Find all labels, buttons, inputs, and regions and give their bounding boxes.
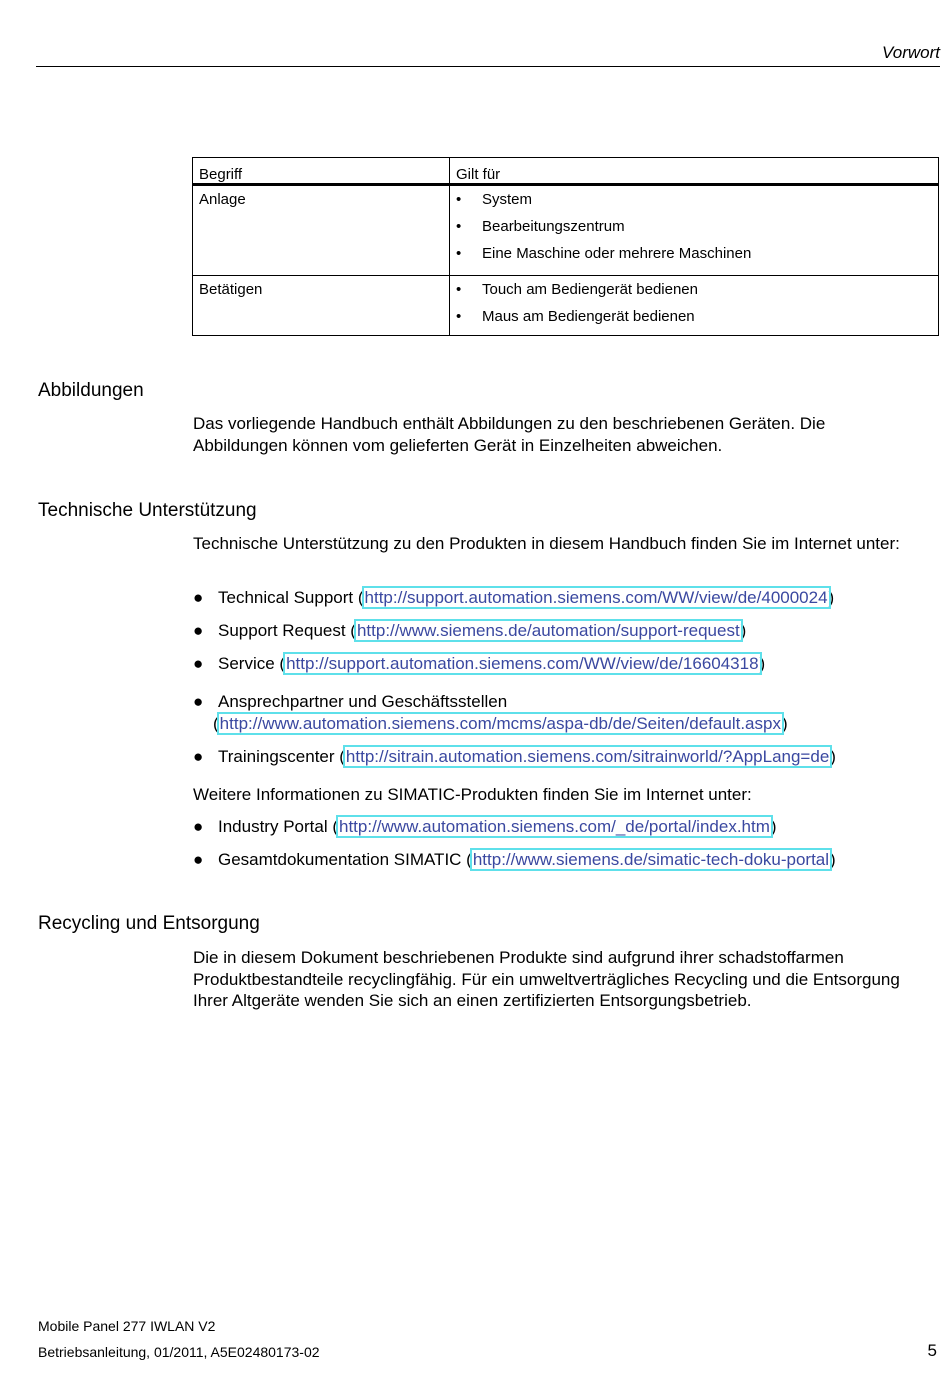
abbildungen-text: Das vorliegende Handbuch enthält Abbildungen zu den beschriebenen Geräten. Die Abbildungen können vom gelieferten Gerät in Einzelheiten abweichen. xyxy=(193,414,826,455)
service-link[interactable]: http://support.automation.siemens.com/WW/view/de/16604318 xyxy=(286,654,759,673)
footer-product: Mobile Panel 277 IWLAN V2 xyxy=(38,1318,216,1334)
header-rule xyxy=(36,66,940,67)
technical-support-link[interactable]: http://support.automation.siemens.com/WW/view/de/4000024 xyxy=(364,588,828,607)
bullet-icon: ● xyxy=(193,621,204,640)
list-item: • Eine Maschine oder mehrere Maschinen xyxy=(450,240,938,267)
support-request-link[interactable]: http://www.siemens.de/automation/support-request xyxy=(356,621,740,640)
table-row xyxy=(193,185,939,276)
list-item: • Maus am Bediengerät bedienen xyxy=(450,303,938,330)
table-header-row xyxy=(193,158,939,185)
page-number: 5 xyxy=(927,1341,937,1360)
list-item: • System xyxy=(450,186,938,213)
list-item: ● Trainingscenter (http://sitrain.automation.siemens.com/sitrainworld/?AppLang=de) xyxy=(193,747,836,766)
bullet-icon: ● xyxy=(193,588,204,607)
term-cell: Betätigen xyxy=(193,276,450,336)
bullet-icon: ● xyxy=(193,654,204,673)
more-link-list xyxy=(193,816,836,871)
list-item: ● Technical Support (http://support.automation.siemens.com/WW/view/de/4000024) xyxy=(193,588,835,607)
bullet-icon: ● xyxy=(193,850,204,869)
table-row xyxy=(193,276,939,336)
footer-document: Betriebsanleitung, 01/2011, A5E02480173-02 xyxy=(38,1344,320,1360)
bullet-icon: ● xyxy=(193,817,204,836)
bullet-icon: ● xyxy=(193,747,204,766)
column-header-term: Begriff xyxy=(193,158,450,185)
column-header-applies: Gilt für xyxy=(450,158,939,185)
list-item: ● Industry Portal (http://www.automation.siemens.com/_de/portal/index.htm) xyxy=(193,817,777,836)
trainingscenter-link[interactable]: http://sitrain.automation.siemens.com/sitrainworld/?AppLang=de xyxy=(345,747,830,766)
list-item: • Touch am Bediengerät bedienen xyxy=(450,276,938,303)
heading-recycling: Recycling und Entsorgung xyxy=(38,913,260,934)
list-item: • Bearbeitungszentrum xyxy=(450,213,938,240)
applies-cell xyxy=(450,276,939,336)
recycling-text: Die in diesem Dokument beschriebenen Produkte sind aufgrund ihrer schadstoffarmen Produktbestandteile recyclingfähig. Für ein umweltverträgliches Recycling und die Entsorgung Ihrer Altgeräte wenden Sie sich an einen zertifizierten Entsorgungsbetrieb. xyxy=(193,948,900,1010)
industry-portal-link[interactable]: http://www.automation.siemens.com/_de/portal/index.htm xyxy=(339,817,770,836)
documentation-link[interactable]: http://www.siemens.de/simatic-tech-doku-portal xyxy=(472,850,830,869)
list-item: ● Ansprechpartner und Geschäftsstellen (http://www.automation.siemens.com/mcms/aspa-db/de/Seiten/default.aspx) xyxy=(193,692,788,733)
list-item: ● Service (http://support.automation.siemens.com/WW/view/de/16604318) xyxy=(193,654,766,673)
support-intro: Technische Unterstützung zu den Produkten in diesem Handbuch finden Sie im Internet unter: xyxy=(193,534,900,553)
section-title: Vorwort xyxy=(882,43,940,62)
bullet-icon: ● xyxy=(193,692,204,711)
heading-support: Technische Unterstützung xyxy=(38,500,257,521)
list-item: ● Gesamtdokumentation SIMATIC (http://www.siemens.de/simatic-tech-doku-portal) xyxy=(193,850,836,869)
more-info-intro: Weitere Informationen zu SIMATIC-Produkten finden Sie im Internet unter: xyxy=(193,785,752,804)
term-cell: Anlage xyxy=(193,185,450,276)
contacts-link[interactable]: http://www.automation.siemens.com/mcms/aspa-db/de/Seiten/default.aspx xyxy=(219,714,781,733)
heading-abbildungen: Abbildungen xyxy=(38,380,144,401)
support-link-list xyxy=(193,587,836,768)
applies-cell xyxy=(450,185,939,276)
list-item: ● Support Request (http://www.siemens.de/automation/support-request) xyxy=(193,621,747,640)
terms-table xyxy=(192,157,939,336)
